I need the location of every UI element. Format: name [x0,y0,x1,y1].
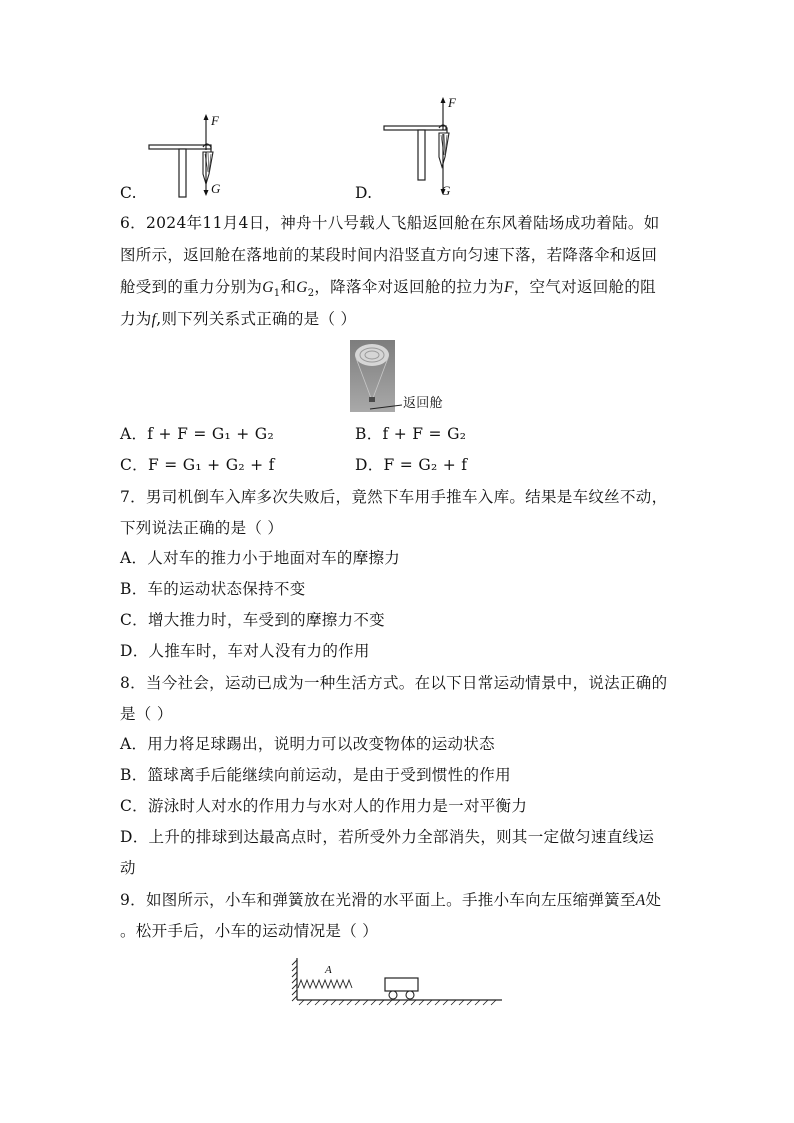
option-d-figure [380,94,470,204]
q8-option-d-line-2[interactable]: 动 [120,859,136,877]
g2-subscript: 2 [307,288,315,300]
q9-line-1-text-a: 9．如图所示，小车和弹簧放在光滑的水平面上。手推小车向左压缩弹簧至 [120,891,636,909]
q7-option-a[interactable]: A．人对车的推力小于地面对车的摩擦力 [120,549,401,567]
spring-cart-diagram [290,950,510,1010]
q7-option-d[interactable]: D．人推车时，车对人没有力的作用 [120,642,370,660]
q6-line-3-text-c: ，降落伞对返回舱的拉力为 [314,278,504,296]
q6-line-4-text-b: ,则下列关系式正确的是（ ） [156,310,357,328]
q6-line-4-text-a: 力为 [120,310,152,328]
spring-point-a-label: A [325,964,333,976]
option-c-force-f-label: F [211,113,220,128]
q8-option-b[interactable]: B．篮球离手后能继续向前运动，是由于受到惯性的作用 [120,766,511,784]
option-d-force-f-label: F [448,95,457,110]
q6-line-3-text-a: 舱受到的重力分别为 [120,278,263,296]
table-umbrella-diagram-c [145,110,235,200]
q6-line-2: 图所示，返回舱在落地前的某段时间内沿竖直方向匀速下落，若降落伞和返回 [120,246,658,264]
spring-cart-figure [290,950,510,1010]
q9-line-2: 。松开手后，小车的运动情况是（ ） [120,922,379,940]
q8-line-1: 8．当今社会，运动已成为一种生活方式。在以下日常运动情景中，说法正确的 [120,674,668,692]
option-c-force-g-label: G [211,181,221,196]
g2-symbol: G [296,279,308,296]
q6-option-d[interactable]: D．F = G₂ + f [355,456,468,474]
q6-line-1: 6．2024年11月4日，神舟十八号载人飞船返回舱在东风着陆场成功着陆。如 [120,214,660,232]
drag-f-symbol: f [151,311,157,328]
q6-option-b[interactable]: B．f + F = G₂ [355,425,467,443]
q6-line-3-text-b: 和 [280,278,297,296]
q6-line-3 [120,280,656,299]
q8-option-c[interactable]: C．游泳时人对水的作用力与水对人的作用力是一对平衡力 [120,797,528,815]
q6-option-a[interactable]: A．f + F = G₁ + G₂ [120,425,274,443]
option-c-label: C. [120,184,137,202]
q9-line-1 [120,893,661,909]
g1-subscript: 1 [273,288,281,300]
option-c-figure [145,110,235,200]
q7-option-b[interactable]: B．车的运动状态保持不变 [120,580,306,598]
q6-option-c[interactable]: C．F = G₁ + G₂ + f [120,456,275,474]
capsule-pointer-line [368,400,404,412]
q9-line-1-text-b: 处 [645,891,662,909]
q8-option-d-line-1[interactable]: D．上升的排球到达最高点时，若所受外力全部消失，则其一定做匀速直线运 [120,828,655,846]
q6-line-3-text-d: ，空气对返回舱的阻 [513,278,656,296]
q8-option-a[interactable]: A．用力将足球踢出，说明力可以改变物体的运动状态 [120,735,495,753]
f-symbol: F [503,279,514,296]
point-a-symbol: A [635,892,646,909]
q7-line-1: 7．男司机倒车入库多次失败后，竟然下车用手推车入库。结果是车纹丝不动， [120,488,668,506]
capsule-caption: 返回舱 [403,396,443,411]
g1-symbol: G [262,279,274,296]
q6-line-4 [120,312,356,328]
q7-option-c[interactable]: C．增大推力时，车受到的摩擦力不变 [120,611,385,629]
q8-line-2: 是（ ） [120,705,173,723]
option-d-force-g-label: G [441,183,451,198]
table-umbrella-diagram-d [380,94,470,204]
option-d-label: D. [355,184,373,202]
q7-line-2: 下列说法正确的是（ ） [120,519,284,537]
